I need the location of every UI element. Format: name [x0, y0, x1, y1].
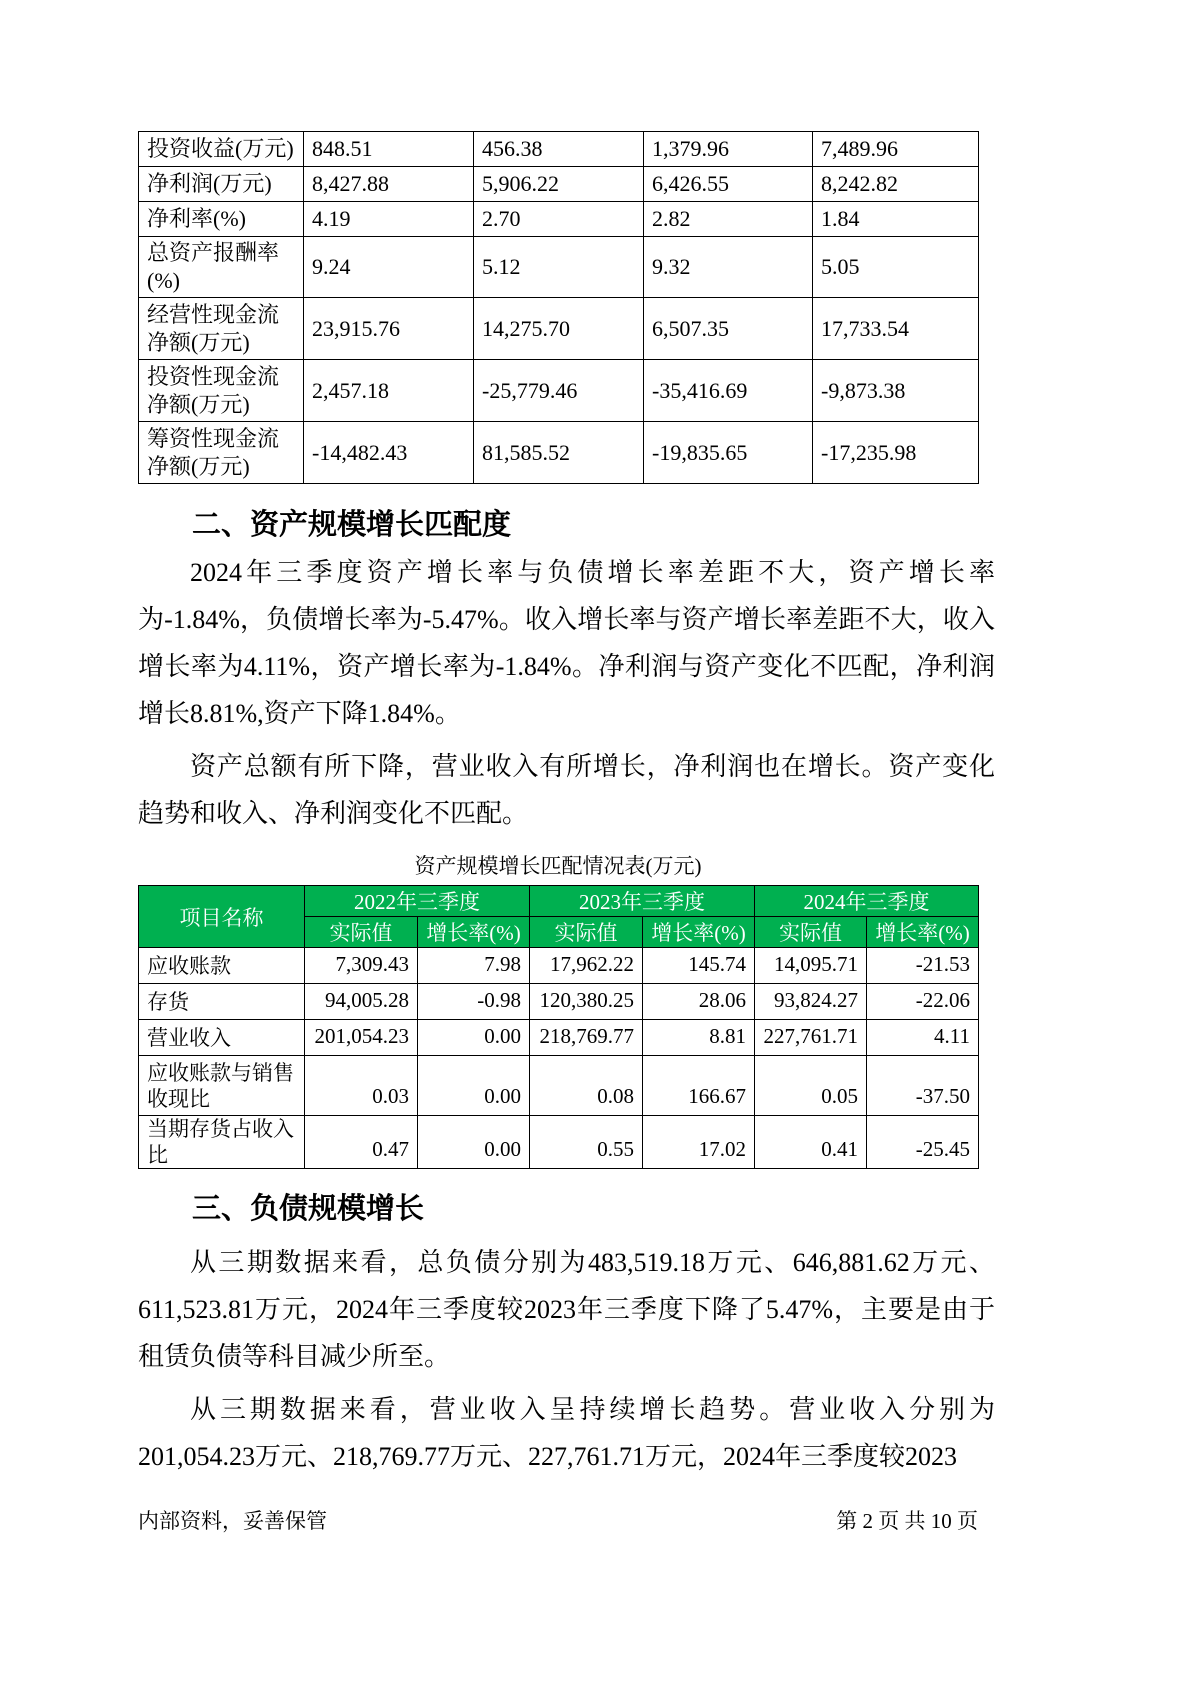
cell-value: 5.12: [474, 237, 644, 298]
column-header: 实际值: [305, 917, 418, 948]
cell-value: 0.08: [530, 1056, 643, 1116]
table-row: [139, 132, 979, 167]
page-content: [138, 0, 995, 1480]
row-label: 净利率(%): [139, 202, 304, 237]
table-row: [139, 984, 979, 1020]
row-label: 投资性现金流净额(万元): [139, 360, 304, 422]
cell-value: -0.98: [418, 984, 530, 1020]
cell-value: 2.70: [474, 202, 644, 237]
cell-value: 9.24: [304, 237, 474, 298]
cell-value: 17.02: [643, 1116, 755, 1169]
table-row: [139, 167, 979, 202]
cell-value: 2,457.18: [304, 360, 474, 422]
cell-value: -17,235.98: [813, 422, 979, 484]
cell-value: 81,585.52: [474, 422, 644, 484]
row-label: 应收账款: [139, 948, 305, 984]
cell-value: 7.98: [418, 948, 530, 984]
cell-value: 145.74: [643, 948, 755, 984]
row-label: 总资产报酬率(%): [139, 237, 304, 298]
cell-value: 9.32: [644, 237, 813, 298]
cell-value: 23,915.76: [304, 298, 474, 360]
cell-value: 0.05: [755, 1056, 867, 1116]
cell-value: 848.51: [304, 132, 474, 167]
cell-value: 6,507.35: [644, 298, 813, 360]
cell-value: 0.00: [418, 1020, 530, 1056]
column-header: 2022年三季度: [305, 886, 530, 917]
cell-value: 7,489.96: [813, 132, 979, 167]
table-title: 资产规模增长匹配情况表(万元): [414, 854, 702, 878]
cell-value: 14,275.70: [474, 298, 644, 360]
row-label: 经营性现金流净额(万元): [139, 298, 304, 360]
cell-value: -9,873.38: [813, 360, 979, 422]
cell-value: 0.00: [418, 1056, 530, 1116]
cell-value: 0.41: [755, 1116, 867, 1169]
cell-value: -22.06: [867, 984, 979, 1020]
column-header: 增长率(%): [867, 917, 979, 948]
paragraph: 2024年三季度资产增长率与负债增长率差距不大，资产增长率为-1.84%，负债增长率为-5.47%。收入增长率与资产增长率差距不大，收入增长率为4.11%，资产增长率为-1.84%。净利润与资产变化不匹配，净利润增长8.81%,资产下降1.84%。: [138, 558, 995, 728]
cell-value: 201,054.23: [305, 1020, 418, 1056]
table-row: [139, 237, 979, 298]
row-label: 净利润(万元): [139, 167, 304, 202]
section-heading-asset-growth-match: 二、资产规模增长匹配度: [192, 509, 512, 541]
cell-value: 120,380.25: [530, 984, 643, 1020]
cell-value: 4.19: [304, 202, 474, 237]
cell-value: 1,379.96: [644, 132, 813, 167]
cell-value: 218,769.77: [530, 1020, 643, 1056]
cell-value: 5,906.22: [474, 167, 644, 202]
cell-value: 456.38: [474, 132, 644, 167]
cell-value: -37.50: [867, 1056, 979, 1116]
cell-value: 7,309.43: [305, 948, 418, 984]
row-label: 营业收入: [139, 1020, 305, 1056]
column-header: 项目名称: [139, 886, 305, 948]
table-row: [139, 1116, 979, 1169]
cell-value: 1.84: [813, 202, 979, 237]
row-label: 当期存货占收入比: [139, 1116, 305, 1169]
table-row: [139, 422, 979, 484]
cell-value: 0.03: [305, 1056, 418, 1116]
cell-value: 14,095.71: [755, 948, 867, 984]
cell-value: 28.06: [643, 984, 755, 1020]
table-row: [139, 1056, 979, 1116]
cell-value: 0.00: [418, 1116, 530, 1169]
cell-value: 8.81: [643, 1020, 755, 1056]
column-header: 2023年三季度: [530, 886, 755, 917]
footer-page-number: 第 2 页 共 10 页: [836, 1509, 978, 1533]
cell-value: 2.82: [644, 202, 813, 237]
cell-value: 5.05: [813, 237, 979, 298]
table-header-row: [139, 886, 979, 917]
financial-metrics-table: [138, 131, 979, 484]
cell-value: 166.67: [643, 1056, 755, 1116]
footer-confidential-note: 内部资料，妥善保管: [138, 1509, 327, 1533]
cell-value: 8,427.88: [304, 167, 474, 202]
cell-value: 0.55: [530, 1116, 643, 1169]
paragraph: 从三期数据来看，营业收入呈持续增长趋势。营业收入分别为201,054.23万元、218,769.77万元、227,761.71万元，2024年三季度较2023: [138, 1395, 995, 1471]
table-row: [139, 948, 979, 984]
cell-value: -19,835.65: [644, 422, 813, 484]
cell-value: 8,242.82: [813, 167, 979, 202]
paragraph: 从三期数据来看，总负债分别为483,519.18万元、646,881.62万元、611,523.81万元，2024年三季度较2023年三季度下降了5.47%，主要是由于租赁负债等科目减少所至。: [138, 1248, 995, 1371]
cell-value: 4.11: [867, 1020, 979, 1056]
row-label: 投资收益(万元): [139, 132, 304, 167]
table-row: [139, 298, 979, 360]
cell-value: 0.47: [305, 1116, 418, 1169]
cell-value: 17,962.22: [530, 948, 643, 984]
table-row: [139, 202, 979, 237]
cell-value: -25.45: [867, 1116, 979, 1169]
table-row: [139, 360, 979, 422]
column-header: 实际值: [755, 917, 867, 948]
paragraph: 资产总额有所下降，营业收入有所增长，净利润也在增长。资产变化趋势和收入、净利润变化不匹配。: [138, 752, 995, 828]
column-header: 2024年三季度: [755, 886, 979, 917]
row-label: 存货: [139, 984, 305, 1020]
column-header: 增长率(%): [643, 917, 755, 948]
asset-growth-match-table: [138, 885, 979, 1169]
table-row: [139, 1020, 979, 1056]
cell-value: -14,482.43: [304, 422, 474, 484]
column-header: 增长率(%): [418, 917, 530, 948]
row-label: 应收账款与销售收现比: [139, 1056, 305, 1116]
column-header: 实际值: [530, 917, 643, 948]
page-footer: [138, 1505, 978, 1535]
row-label: 筹资性现金流净额(万元): [139, 422, 304, 484]
cell-value: -35,416.69: [644, 360, 813, 422]
cell-value: 94,005.28: [305, 984, 418, 1020]
cell-value: 227,761.71: [755, 1020, 867, 1056]
cell-value: 93,824.27: [755, 984, 867, 1020]
cell-value: -25,779.46: [474, 360, 644, 422]
cell-value: -21.53: [867, 948, 979, 984]
section-heading-liability-growth: 三、负债规模增长: [192, 1193, 425, 1225]
cell-value: 17,733.54: [813, 298, 979, 360]
cell-value: 6,426.55: [644, 167, 813, 202]
